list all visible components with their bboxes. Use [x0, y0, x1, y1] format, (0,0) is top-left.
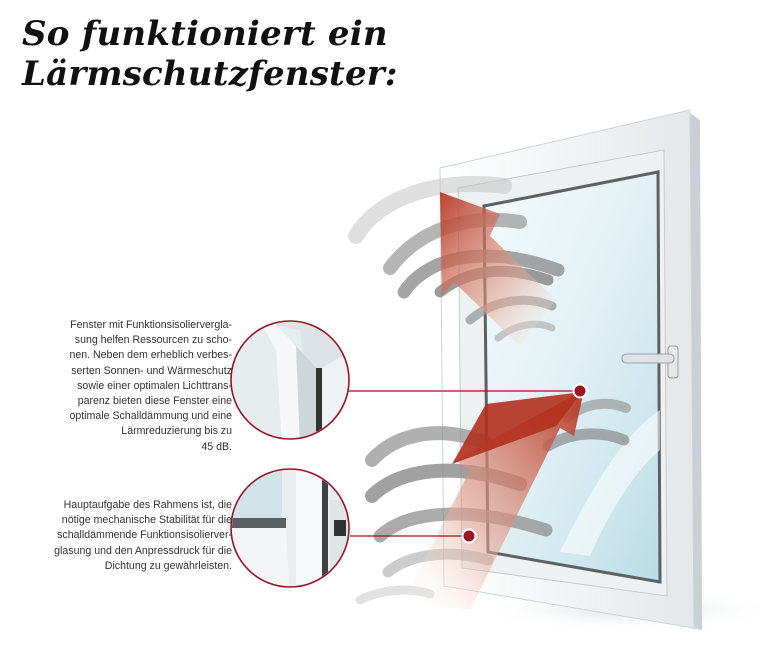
callout-line-text: nötige mechanische Stabilität für die	[61, 514, 232, 527]
marker-glazing	[574, 385, 587, 398]
detail-glazing-magnifier	[226, 316, 356, 448]
callout-line-text: Fenster mit Funktionsisolierverglа-	[70, 319, 232, 331]
callout-line-text: Dichtung zu gewährleisten.	[104, 559, 232, 572]
callout-line-text: Hauptaufgabe des Rahmens ist, die	[63, 499, 232, 511]
callout-line-text: optimale Schalldämmung und eine	[69, 410, 232, 423]
callout-line-text: sowie einer optimalen Lichttrans-	[77, 379, 232, 392]
callout-line-text: Lärmreduzierung bis zu	[121, 425, 232, 438]
callout-line-text: parenz bieten diese Fenster eine	[77, 395, 232, 408]
callout-line-text: 45 dB.	[201, 440, 232, 453]
callout-frame-text	[14, 498, 232, 574]
page-title: So funktioniert ein Lärmschutzfenster:	[22, 14, 398, 94]
callout-line-text: serten Sonnen- und Wärmeschutz	[71, 364, 232, 377]
callout-line-text: sung helfen Ressourcen zu scho-	[74, 334, 232, 347]
callout-glazing-text	[20, 318, 232, 455]
marker-frame	[463, 530, 476, 543]
callout-line-text: glasung und den Anpressdruck für die	[54, 544, 232, 557]
detail-frame-magnifier	[226, 464, 356, 600]
callout-line-text: schalldämmende Funktionsisolierver-	[57, 529, 232, 542]
callout-line-text: nen. Neben dem erheblich verbes-	[69, 349, 232, 362]
